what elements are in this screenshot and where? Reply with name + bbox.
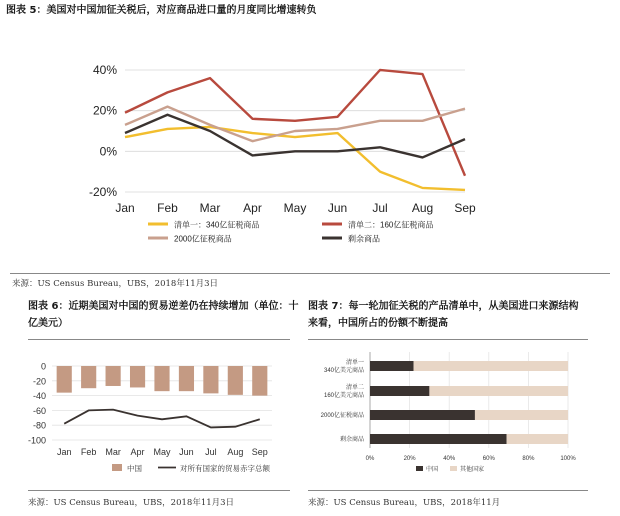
fig6-x-tick-label: Aug	[227, 447, 244, 457]
fig5-x-tick-label: Aug	[411, 201, 434, 215]
fig7-x-tick-label: 100%	[560, 456, 576, 462]
fig7-category-label-line: 清单一	[345, 360, 364, 366]
fig7-category-label	[324, 358, 364, 374]
fig5-y-tick-label: 0%	[99, 144, 117, 159]
fig5-legend-label: 2000亿征税商品	[174, 234, 232, 244]
fig5-y-tick-label: 40%	[92, 63, 117, 77]
fig6-x-tick-label: Mar	[105, 447, 121, 457]
fig5-legend-label: 清单一：340亿征税商品	[174, 220, 260, 230]
fig7-category-label-line: 剩余商品	[339, 437, 364, 443]
fig6-x-tick-label: Sep	[251, 447, 268, 457]
fig7-bar-other	[475, 410, 568, 420]
fig6-legend-label-china: 中国	[127, 464, 142, 473]
fig6-y-tick-label: -100	[27, 435, 46, 446]
fig5-x-tick-label: Mar	[199, 201, 221, 215]
fig7-category-label	[340, 435, 364, 443]
fig6-title-line2: 亿美元）	[28, 318, 68, 329]
fig7-x-tick-label: 80%	[522, 456, 535, 462]
fig5-x-tick-label: May	[283, 201, 307, 215]
fig7-bar-china	[370, 386, 429, 396]
fig7-bar-china	[370, 361, 414, 371]
fig6-source: 来源：US Census Bureau，UBS，2018年11月3日	[28, 498, 235, 508]
fig5-y-tick-label: -20%	[88, 185, 117, 199]
fig6-x-tick-label: Apr	[130, 447, 145, 457]
fig7-x-tick-label: 20%	[403, 456, 416, 462]
fig7-title-line1: 图表 7：每一轮加征关税的产品清单中，从美国进口来源结构	[308, 301, 579, 312]
fig6-y-tick-label: -80	[32, 420, 46, 431]
fig7-bar-other	[507, 434, 568, 444]
fig6-legend-label-total: 对所有国家的贸易赤字总额	[180, 464, 270, 473]
fig7-category-label	[321, 411, 364, 419]
fig5-x-tick-label: Jan	[115, 201, 135, 215]
fig7-legend-swatch-other	[450, 466, 457, 471]
fig6-x-tick-label: May	[153, 447, 171, 457]
fig7-category-label	[324, 383, 364, 399]
fig7-legend-label-other: 其他国家	[460, 467, 485, 473]
fig5-x-tick-label: Feb	[157, 201, 178, 215]
fig6-x-tick-label: Feb	[80, 447, 97, 457]
fig7-bar-other	[429, 386, 568, 396]
fig5-x-tick-label: Apr	[243, 201, 262, 215]
fig7-legend-swatch-china	[416, 466, 423, 471]
fig7-source: 来源：US Census Bureau，UBS，2018年11月	[308, 498, 501, 508]
fig6-y-tick-label: -60	[32, 405, 46, 416]
fig6-x-tick-label: Jan	[56, 447, 72, 457]
fig7-bar-china	[370, 410, 475, 420]
fig6-title-line1: 图表 6：近期美国对中国的贸易逆差仍在持续增加（单位：十	[28, 301, 299, 312]
fig5-legend-label: 剩余商品	[348, 234, 380, 244]
fig5-x-tick-label: Sep	[454, 201, 476, 215]
fig7-category-label-line: 2000亿征税商品	[320, 413, 364, 419]
fig5-y-tick-label: 20%	[92, 103, 117, 118]
fig5-x-tick-label: Jul	[372, 201, 388, 215]
fig6-x-tick-label: Jul	[205, 447, 217, 457]
fig5-x-tick-label: Jun	[327, 201, 348, 215]
fig7-bar-other	[414, 361, 568, 371]
fig7-category-label-line: 清单二	[345, 385, 364, 391]
fig5-title: 图表 5：美国对中国加征关税后，对应商品进口量的月度同比增速转负	[6, 5, 317, 16]
fig7-category-label-line: 160亿美元商品	[323, 393, 364, 399]
fig7-title-line2: 来看，中国所占的份额不断提高	[308, 318, 448, 329]
fig7-x-tick-label: 40%	[443, 456, 456, 462]
fig7-x-tick-label: 60%	[482, 456, 495, 462]
fig7-category-label-line: 340亿美元商品	[323, 368, 364, 374]
fig6-y-tick-label: 0	[40, 361, 46, 372]
fig7-bar-china	[370, 434, 507, 444]
fig6-x-tick-label: Jun	[179, 447, 194, 457]
fig7-legend-label-china: 中国	[426, 467, 439, 473]
fig5-legend-label: 清单二：160亿征税商品	[348, 220, 434, 230]
fig6-y-tick-label: -20	[32, 376, 46, 387]
fig7-x-tick-label: 0%	[365, 456, 375, 462]
fig6-y-tick-label: -40	[32, 391, 46, 402]
fig5-source: 来源：US Census Bureau，UBS，2018年11月3日	[12, 279, 219, 289]
